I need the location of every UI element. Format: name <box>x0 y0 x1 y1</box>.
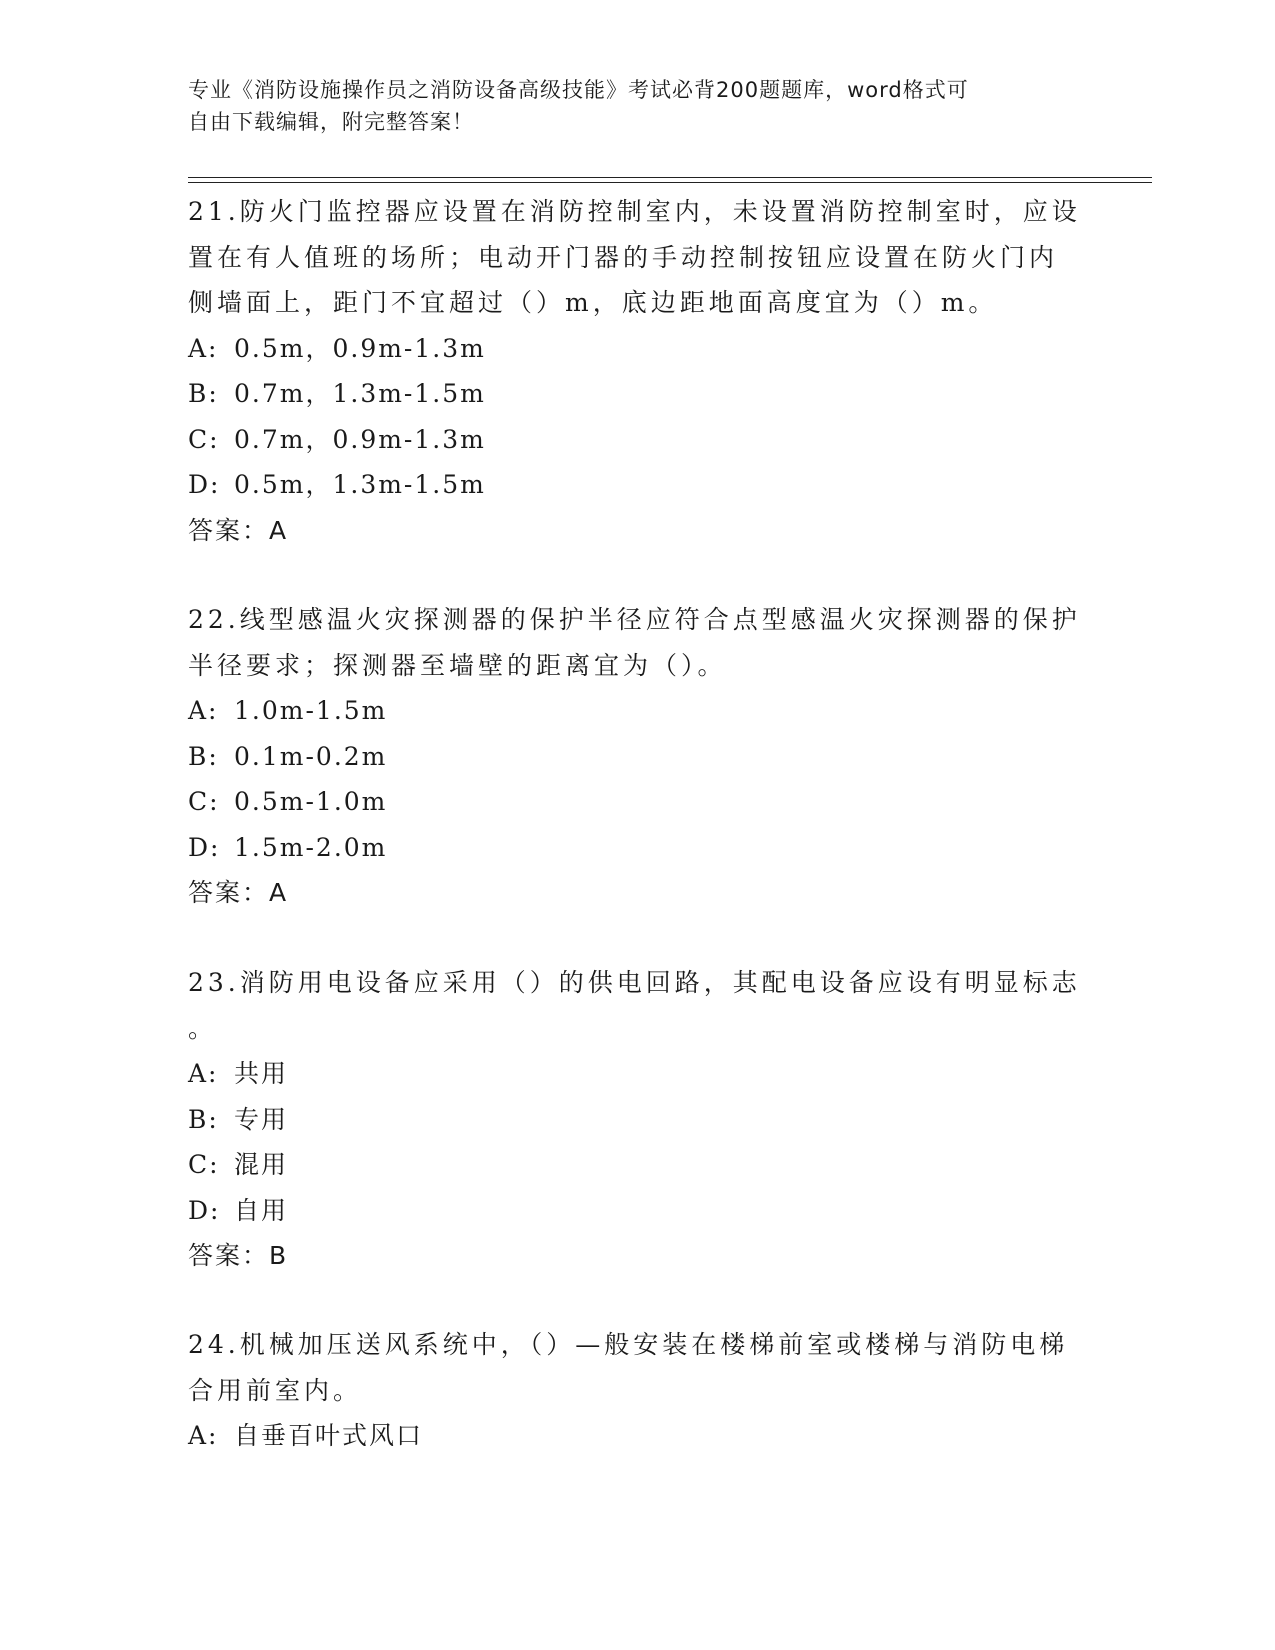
answer-line: 答案：A <box>188 515 289 545</box>
option-text: 0.7m，1.3m-1.5m <box>234 379 486 408</box>
option-letter: C: <box>188 424 220 454</box>
option-letter: B: <box>188 379 219 408</box>
option-a <box>188 1413 1078 1459</box>
stem-line: 侧墙面上，距门不宜超过（）m，底边距地面高度宜为（）m。 <box>188 288 998 317</box>
option-d <box>188 825 1078 871</box>
answer-line: 答案：B <box>188 1241 289 1270</box>
option-letter: C: <box>188 787 220 816</box>
option-c <box>188 417 1078 463</box>
option-d <box>188 1188 1078 1234</box>
option-letter: A: <box>188 333 219 363</box>
option-text: 0.7m，0.9m-1.3m <box>234 424 486 454</box>
header-divider-top <box>188 177 1152 178</box>
option-text: 专用 <box>234 1104 289 1134</box>
option-text: 共用 <box>234 1059 289 1088</box>
option-d <box>188 462 1078 508</box>
stem-line: 24.机械加压送风系统中，（）—般安装在楼梯前室或楼梯与消防电梯 <box>188 1330 1069 1359</box>
option-c <box>188 1142 1078 1188</box>
option-letter: D: <box>188 1195 221 1225</box>
option-text: 自垂百叶式风口 <box>234 1421 424 1450</box>
stem-line: 合用前室内。 <box>188 1375 363 1405</box>
option-text: 0.5m-1.0m <box>234 787 388 816</box>
question-stem <box>188 960 1081 1051</box>
option-b <box>188 734 1078 780</box>
question-stem <box>188 597 1081 688</box>
option-letter: D: <box>188 832 221 862</box>
option-a <box>188 1051 1078 1097</box>
document-header <box>188 74 1068 138</box>
option-text: 0.1m-0.2m <box>234 741 388 771</box>
option-letter: B: <box>188 741 219 771</box>
question-23 <box>188 960 1081 1279</box>
stem-line: 置在有人值班的场所；电动开门器的手动控制按钮应设置在防火门内 <box>188 242 1059 272</box>
question-stem <box>188 189 1081 326</box>
option-letter: A: <box>188 696 219 725</box>
header-divider-bottom <box>188 182 1152 183</box>
question-24 <box>188 1322 1078 1459</box>
option-b <box>188 371 1078 417</box>
stem-line: 半径要求；探测器至墙壁的距离宜为（）。 <box>188 650 727 680</box>
option-letter: D: <box>188 470 221 499</box>
stem-line: 23.消防用电设备应采用（）的供电回路，其配电设备应设有明显标志 <box>188 968 1081 997</box>
option-text: 0.5m，1.3m-1.5m <box>234 470 486 499</box>
stem-line: 21.防火门监控器应设置在消防控制室内，未设置消防控制室时，应设 <box>188 197 1081 226</box>
option-text: 1.0m-1.5m <box>234 696 388 725</box>
stem-line: 22.线型感温火灾探测器的保护半径应符合点型感温火灾探测器的保护 <box>188 605 1081 634</box>
option-text: 混用 <box>234 1150 289 1179</box>
question-21 <box>188 189 1081 553</box>
option-b <box>188 1097 1078 1143</box>
option-letter: A: <box>188 1059 219 1088</box>
option-a <box>188 688 1078 734</box>
header-line-1: 专业《消防设施操作员之消防设备高级技能》考试必背200题题库，word格式可 <box>188 78 969 102</box>
answer-line: 答案：A <box>188 878 289 907</box>
option-text: 1.5m-2.0m <box>234 832 388 862</box>
option-letter: C: <box>188 1150 220 1179</box>
header-line-2: 自由下载编辑，附完整答案！ <box>188 110 474 134</box>
option-a <box>188 326 1078 372</box>
option-c <box>188 779 1078 825</box>
option-letter: A: <box>188 1421 219 1450</box>
option-letter: B: <box>188 1104 219 1134</box>
question-stem <box>188 1322 1078 1413</box>
stem-line: 。 <box>188 1013 218 1043</box>
option-text: 0.5m，0.9m-1.3m <box>234 333 486 363</box>
option-text: 自用 <box>234 1195 289 1225</box>
question-22 <box>188 597 1081 916</box>
